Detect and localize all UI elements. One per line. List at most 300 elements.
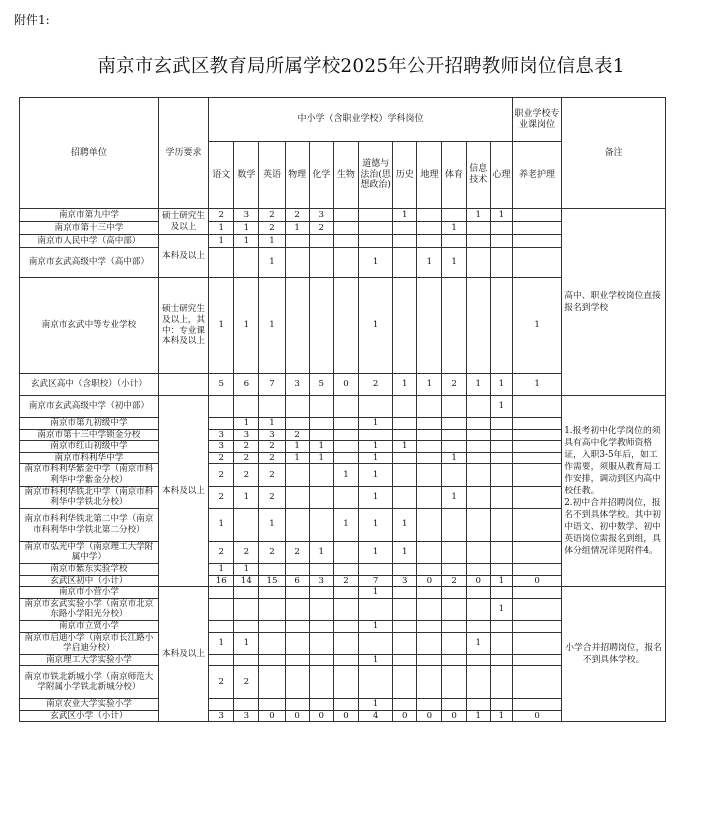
value-cell	[442, 235, 466, 248]
value-cell	[490, 248, 512, 278]
value-cell	[490, 441, 512, 453]
value-cell	[442, 666, 466, 699]
value-cell	[359, 632, 393, 654]
subject-header: 英语	[259, 142, 285, 209]
table-row	[20, 396, 666, 418]
value-cell	[309, 418, 333, 430]
subject-header: 地理	[417, 142, 442, 209]
value-cell: 1	[359, 248, 393, 278]
value-cell	[393, 587, 417, 599]
value-cell: 1	[359, 418, 393, 430]
value-cell	[490, 222, 512, 235]
value-cell	[417, 486, 442, 508]
value-cell	[209, 587, 234, 599]
value-cell: 0	[417, 710, 442, 722]
value-cell	[417, 452, 442, 464]
header-remarks: 备注	[562, 98, 666, 209]
value-cell	[417, 699, 442, 711]
value-cell: 1	[234, 486, 259, 508]
education-cell: 本科及以上	[158, 587, 208, 722]
value-cell: 1	[442, 486, 466, 508]
value-cell	[234, 598, 259, 620]
value-cell	[309, 598, 333, 620]
value-cell	[285, 632, 309, 654]
value-cell	[333, 563, 358, 575]
value-cell: 1	[209, 632, 234, 654]
unit-cell: 南京市紫东实验学校	[20, 563, 159, 575]
value-cell: 1	[309, 541, 333, 563]
value-cell	[259, 620, 285, 632]
value-cell: 1	[259, 508, 285, 541]
value-cell	[466, 654, 490, 666]
value-cell: 1	[442, 248, 466, 278]
value-cell	[259, 598, 285, 620]
value-cell	[512, 452, 561, 464]
value-cell	[466, 441, 490, 453]
value-cell	[393, 563, 417, 575]
value-cell: 1	[359, 278, 393, 374]
education-cell	[158, 374, 208, 396]
value-cell: 1	[209, 235, 234, 248]
value-cell: 2	[234, 464, 259, 486]
value-cell	[512, 464, 561, 486]
value-cell	[466, 452, 490, 464]
value-cell: 1	[359, 486, 393, 508]
unit-cell: 南京理工大学实验小学	[20, 654, 159, 666]
value-cell	[466, 666, 490, 699]
unit-cell: 玄武区高中（含职校）（小计）	[20, 374, 159, 396]
value-cell	[512, 235, 561, 248]
value-cell	[490, 508, 512, 541]
value-cell	[209, 598, 234, 620]
value-cell	[234, 508, 259, 541]
value-cell	[333, 632, 358, 654]
value-cell: 1	[234, 632, 259, 654]
value-cell	[490, 654, 512, 666]
value-cell	[359, 666, 393, 699]
unit-cell: 南京市立贤小学	[20, 620, 159, 632]
value-cell	[285, 563, 309, 575]
value-cell: 7	[359, 575, 393, 587]
value-cell	[393, 632, 417, 654]
value-cell	[333, 587, 358, 599]
value-cell	[285, 587, 309, 599]
value-cell	[333, 452, 358, 464]
value-cell: 1	[259, 278, 285, 374]
value-cell	[417, 441, 442, 453]
value-cell	[259, 632, 285, 654]
value-cell	[234, 396, 259, 418]
value-cell	[417, 632, 442, 654]
value-cell	[359, 209, 393, 222]
value-cell: 1	[393, 508, 417, 541]
value-cell	[393, 278, 417, 374]
value-cell	[442, 209, 466, 222]
value-cell: 1	[333, 508, 358, 541]
value-cell	[512, 441, 561, 453]
unit-cell: 南京市科利华中学	[20, 452, 159, 464]
value-cell	[512, 486, 561, 508]
value-cell: 1	[359, 587, 393, 599]
value-cell	[512, 429, 561, 441]
value-cell	[512, 666, 561, 699]
value-cell: 3	[209, 429, 234, 441]
value-cell	[466, 222, 490, 235]
value-cell	[209, 418, 234, 430]
value-cell	[209, 248, 234, 278]
table-row	[20, 209, 666, 222]
value-cell: 16	[209, 575, 234, 587]
value-cell	[442, 278, 466, 374]
unit-cell: 南京市铁北新城小学（南京师范大学附属小学铁北新城分校）	[20, 666, 159, 699]
value-cell: 1	[417, 248, 442, 278]
value-cell	[209, 699, 234, 711]
value-cell: 2	[234, 666, 259, 699]
subject-header: 生物	[333, 142, 358, 209]
subject-header: 化学	[309, 142, 333, 209]
value-cell	[490, 541, 512, 563]
value-cell	[466, 598, 490, 620]
value-cell	[512, 209, 561, 222]
value-cell: 1	[393, 541, 417, 563]
unit-cell: 玄武区初中（小计）	[20, 575, 159, 587]
value-cell	[259, 563, 285, 575]
value-cell	[417, 396, 442, 418]
value-cell	[333, 486, 358, 508]
value-cell	[234, 248, 259, 278]
value-cell: 1	[490, 374, 512, 396]
value-cell	[417, 563, 442, 575]
value-cell: 1	[209, 222, 234, 235]
unit-cell: 南京市科利华铁北中学（南京市科利华中学铁北分校）	[20, 486, 159, 508]
value-cell	[285, 699, 309, 711]
value-cell: 0	[512, 710, 561, 722]
value-cell: 1	[417, 374, 442, 396]
value-cell	[285, 486, 309, 508]
value-cell: 3	[393, 575, 417, 587]
unit-cell: 南京市启迪小学（南京市长江路小学启迪分校）	[20, 632, 159, 654]
value-cell: 1	[466, 710, 490, 722]
value-cell	[466, 486, 490, 508]
value-cell	[417, 278, 442, 374]
value-cell: 2	[234, 452, 259, 464]
value-cell	[490, 563, 512, 575]
value-cell	[259, 654, 285, 666]
value-cell: 1	[209, 563, 234, 575]
value-cell: 2	[234, 541, 259, 563]
remarks-cell: 小学合并招聘岗位，报名不到具体学校。	[562, 587, 666, 722]
value-cell	[259, 699, 285, 711]
value-cell	[285, 248, 309, 278]
value-cell	[234, 620, 259, 632]
value-cell: 3	[309, 209, 333, 222]
value-cell	[417, 418, 442, 430]
value-cell	[466, 278, 490, 374]
value-cell	[490, 418, 512, 430]
value-cell	[285, 508, 309, 541]
value-cell	[490, 620, 512, 632]
value-cell	[417, 587, 442, 599]
value-cell	[393, 452, 417, 464]
value-cell	[466, 563, 490, 575]
value-cell	[512, 541, 561, 563]
value-cell: 6	[234, 374, 259, 396]
value-cell	[309, 654, 333, 666]
value-cell	[285, 666, 309, 699]
recruitment-table	[19, 97, 666, 722]
subject-header: 心理	[490, 142, 512, 209]
value-cell: 1	[359, 464, 393, 486]
value-cell	[333, 235, 358, 248]
value-cell: 1	[393, 374, 417, 396]
value-cell	[442, 541, 466, 563]
value-cell	[393, 418, 417, 430]
value-cell	[417, 508, 442, 541]
subject-header: 养老护理	[512, 142, 561, 209]
value-cell: 15	[259, 575, 285, 587]
value-cell	[490, 278, 512, 374]
education-cell: 硕士研究生及以上，其中：专业课本科及以上	[158, 278, 208, 374]
value-cell	[285, 654, 309, 666]
value-cell: 1	[285, 222, 309, 235]
value-cell	[333, 666, 358, 699]
value-cell	[417, 222, 442, 235]
value-cell	[393, 620, 417, 632]
header-vocational-group: 职业学校专业课岗位	[512, 98, 561, 142]
value-cell: 3	[234, 710, 259, 722]
value-cell	[417, 464, 442, 486]
value-cell: 2	[333, 575, 358, 587]
unit-cell: 南京市玄武高级中学（高中部）	[20, 248, 159, 278]
attachment-label: 附件1:	[14, 13, 50, 27]
value-cell: 2	[259, 441, 285, 453]
value-cell: 7	[259, 374, 285, 396]
value-cell	[490, 235, 512, 248]
value-cell	[285, 396, 309, 418]
value-cell	[442, 563, 466, 575]
value-cell	[359, 429, 393, 441]
value-cell	[209, 620, 234, 632]
value-cell	[333, 278, 358, 374]
value-cell	[333, 699, 358, 711]
unit-cell: 南京市第十三中学	[20, 222, 159, 235]
value-cell: 1	[234, 278, 259, 374]
value-cell	[333, 396, 358, 418]
value-cell: 1	[359, 452, 393, 464]
unit-cell: 南京市玄武实验小学（南京市北京东路小学阳光分校）	[20, 598, 159, 620]
value-cell	[466, 464, 490, 486]
value-cell	[490, 666, 512, 699]
value-cell	[417, 666, 442, 699]
value-cell	[442, 620, 466, 632]
value-cell: 2	[309, 222, 333, 235]
value-cell: 1	[234, 563, 259, 575]
value-cell: 1	[466, 632, 490, 654]
value-cell: 2	[209, 666, 234, 699]
value-cell	[259, 587, 285, 599]
value-cell	[417, 429, 442, 441]
value-cell: 1	[309, 452, 333, 464]
value-cell	[512, 654, 561, 666]
education-cell: 本科及以上	[158, 396, 208, 587]
value-cell	[333, 441, 358, 453]
value-cell: 2	[259, 486, 285, 508]
value-cell: 0	[309, 710, 333, 722]
value-cell	[466, 248, 490, 278]
value-cell: 1	[442, 222, 466, 235]
value-cell: 4	[359, 710, 393, 722]
value-cell	[359, 598, 393, 620]
value-cell: 2	[234, 441, 259, 453]
unit-cell: 南京市科利华铁北第二中学（南京市科利华中学铁北第二分校）	[20, 508, 159, 541]
subject-header: 体育	[442, 142, 466, 209]
value-cell	[417, 654, 442, 666]
value-cell: 1	[490, 396, 512, 418]
value-cell	[393, 396, 417, 418]
value-cell	[393, 699, 417, 711]
unit-cell: 南京市弘光中学（南京理工大学附属中学）	[20, 541, 159, 563]
value-cell: 1	[359, 699, 393, 711]
value-cell	[490, 699, 512, 711]
subject-header: 信息技术	[466, 142, 490, 209]
value-cell	[512, 632, 561, 654]
value-cell	[466, 508, 490, 541]
value-cell	[333, 620, 358, 632]
value-cell: 1	[393, 441, 417, 453]
unit-cell: 南京农业大学实验小学	[20, 699, 159, 711]
value-cell: 3	[209, 710, 234, 722]
value-cell: 3	[309, 575, 333, 587]
value-cell: 0	[333, 374, 358, 396]
value-cell: 1	[209, 278, 234, 374]
value-cell: 3	[234, 209, 259, 222]
value-cell	[209, 396, 234, 418]
unit-cell: 南京市第九中学	[20, 209, 159, 222]
value-cell	[359, 396, 393, 418]
value-cell: 5	[209, 374, 234, 396]
value-cell	[417, 598, 442, 620]
value-cell: 2	[259, 222, 285, 235]
value-cell: 1	[490, 209, 512, 222]
value-cell: 1	[234, 418, 259, 430]
value-cell	[309, 396, 333, 418]
value-cell: 0	[417, 575, 442, 587]
subject-header: 数学	[234, 142, 259, 209]
subject-header: 历史	[393, 142, 417, 209]
value-cell	[442, 654, 466, 666]
value-cell	[285, 598, 309, 620]
value-cell	[359, 235, 393, 248]
value-cell	[333, 209, 358, 222]
value-cell	[333, 541, 358, 563]
unit-cell: 南京市第九初级中学	[20, 418, 159, 430]
value-cell	[309, 620, 333, 632]
value-cell	[285, 278, 309, 374]
value-cell	[466, 620, 490, 632]
value-cell: 1	[359, 441, 393, 453]
value-cell	[333, 598, 358, 620]
value-cell	[442, 418, 466, 430]
value-cell	[393, 486, 417, 508]
value-cell: 1	[393, 209, 417, 222]
value-cell: 1	[466, 209, 490, 222]
value-cell	[259, 666, 285, 699]
value-cell: 1	[490, 710, 512, 722]
value-cell	[285, 235, 309, 248]
value-cell: 2	[442, 575, 466, 587]
value-cell	[309, 587, 333, 599]
value-cell: 1	[234, 222, 259, 235]
value-cell: 2	[259, 452, 285, 464]
value-cell: 2	[285, 429, 309, 441]
value-cell: 1	[234, 235, 259, 248]
value-cell: 1	[285, 452, 309, 464]
value-cell	[466, 418, 490, 430]
value-cell	[309, 278, 333, 374]
value-cell: 0	[259, 710, 285, 722]
value-cell: 1	[512, 278, 561, 374]
value-cell	[466, 396, 490, 418]
value-cell: 0	[333, 710, 358, 722]
unit-cell: 南京市人民中学（高中部）	[20, 235, 159, 248]
value-cell	[393, 429, 417, 441]
value-cell: 3	[259, 429, 285, 441]
value-cell: 1	[259, 235, 285, 248]
value-cell: 3	[234, 429, 259, 441]
value-cell	[359, 222, 393, 235]
value-cell	[309, 666, 333, 699]
value-cell: 0	[512, 575, 561, 587]
value-cell	[417, 541, 442, 563]
unit-cell: 玄武区小学（小计）	[20, 710, 159, 722]
value-cell	[442, 464, 466, 486]
value-cell	[285, 418, 309, 430]
value-cell	[393, 235, 417, 248]
subject-header: 物理	[285, 142, 309, 209]
value-cell	[393, 464, 417, 486]
value-cell: 1	[359, 508, 393, 541]
value-cell	[333, 429, 358, 441]
value-cell	[393, 248, 417, 278]
value-cell	[333, 418, 358, 430]
value-cell: 2	[209, 209, 234, 222]
value-cell	[512, 620, 561, 632]
value-cell	[442, 429, 466, 441]
header-unit: 招聘单位	[20, 98, 159, 209]
value-cell	[259, 396, 285, 418]
value-cell: 1	[490, 575, 512, 587]
value-cell: 1	[359, 654, 393, 666]
value-cell: 2	[359, 374, 393, 396]
value-cell	[490, 632, 512, 654]
value-cell	[309, 563, 333, 575]
value-cell: 2	[209, 541, 234, 563]
value-cell	[309, 486, 333, 508]
value-cell: 1	[359, 620, 393, 632]
value-cell: 0	[442, 710, 466, 722]
value-cell: 2	[209, 452, 234, 464]
unit-cell: 南京市玄武中等专业学校	[20, 278, 159, 374]
value-cell	[490, 486, 512, 508]
value-cell: 2	[259, 464, 285, 486]
value-cell	[442, 598, 466, 620]
value-cell	[234, 587, 259, 599]
value-cell: 0	[393, 710, 417, 722]
value-cell	[442, 396, 466, 418]
value-cell: 1	[490, 598, 512, 620]
value-cell	[309, 632, 333, 654]
value-cell: 2	[259, 541, 285, 563]
